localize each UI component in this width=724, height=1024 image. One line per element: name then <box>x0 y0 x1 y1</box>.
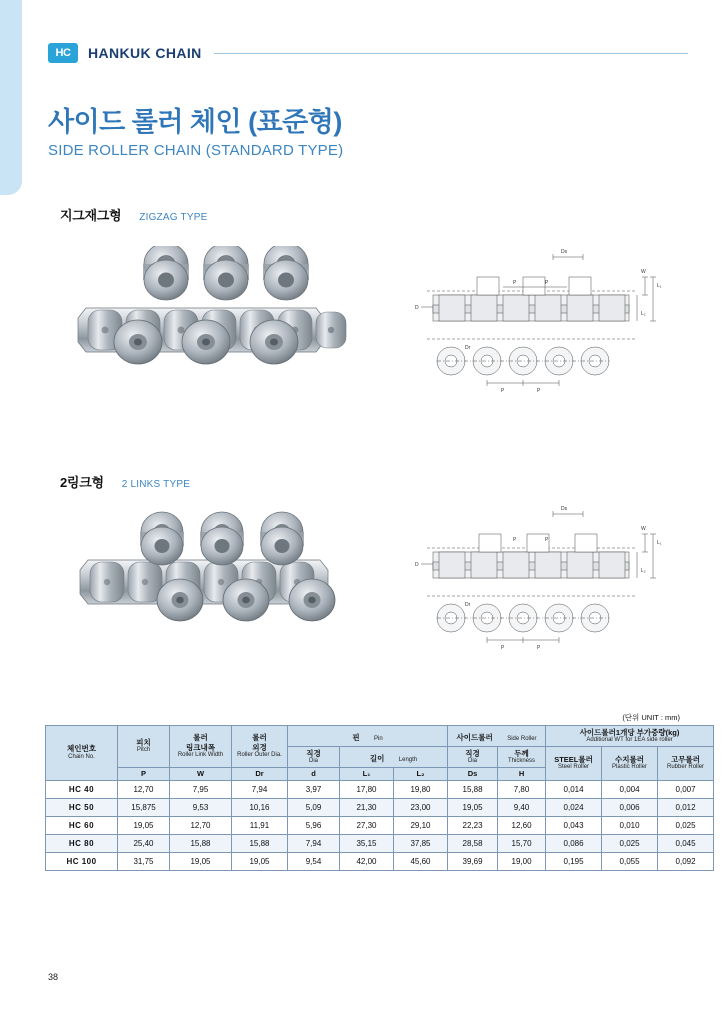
th-additional-weight-group: 사이드롤러1개당 부가중량(kg) Additional WT for 1EA side roller <box>546 726 714 747</box>
section-label-english: 2 LINKS TYPE <box>121 479 191 490</box>
table-header-row-1 <box>46 726 714 747</box>
page-title-english: SIDE ROLLER CHAIN (STANDARD TYPE) <box>48 142 344 159</box>
cell-plastic: 0,004 <box>602 780 658 798</box>
section-label-korean: 2링크형 <box>60 475 104 490</box>
table-row <box>46 780 714 798</box>
cell-steel: 0,086 <box>546 834 602 852</box>
left-accent-band <box>0 0 22 195</box>
svg-text:L₂: L₂ <box>641 311 646 317</box>
cell-h: 9,40 <box>498 798 546 816</box>
cell-chain-no: HC 40 <box>46 780 118 798</box>
table-row <box>46 834 714 852</box>
cell-h: 12,60 <box>498 816 546 834</box>
cell-chain-no: HC 50 <box>46 798 118 816</box>
cell-w: 12,70 <box>170 816 232 834</box>
cell-rubber: 0,045 <box>658 834 714 852</box>
th-sym-l1: L₁ <box>340 768 394 781</box>
cell-steel: 0,043 <box>546 816 602 834</box>
svg-text:L₁: L₁ <box>657 283 662 289</box>
svg-text:L₁: L₁ <box>657 540 662 546</box>
svg-text:P: P <box>537 388 541 394</box>
th-chain-no: 체인번호 Chain No. <box>46 726 118 781</box>
cell-h: 19,00 <box>498 852 546 870</box>
cell-plastic: 0,010 <box>602 816 658 834</box>
svg-text:L₂: L₂ <box>641 568 646 574</box>
cell-d: 5,09 <box>288 798 340 816</box>
table-row <box>46 816 714 834</box>
svg-text:D: D <box>415 562 419 568</box>
svg-text:P: P <box>537 645 541 651</box>
cell-l2: 37,85 <box>394 834 448 852</box>
th-pin-dia: 직경 Dia <box>288 747 340 768</box>
th-sym-l2: L₂ <box>394 768 448 781</box>
svg-text:P: P <box>513 280 517 286</box>
cell-rubber: 0,025 <box>658 816 714 834</box>
cell-dr: 10,16 <box>232 798 288 816</box>
cell-w: 9,53 <box>170 798 232 816</box>
th-sym-ds: Ds <box>448 768 498 781</box>
svg-text:P: P <box>501 645 505 651</box>
cell-pitch: 25,40 <box>118 834 170 852</box>
svg-text:P: P <box>545 280 549 286</box>
cell-h: 7,80 <box>498 780 546 798</box>
cell-ds: 22,23 <box>448 816 498 834</box>
table-row <box>46 798 714 816</box>
svg-text:Dr: Dr <box>465 602 471 608</box>
th-pitch: 피치 Pitch <box>118 726 170 768</box>
th-roller-outer-dia: 롤러 외경 Roller Outer Dia. <box>232 726 288 768</box>
unit-note: (단위 UNIT : mm) <box>622 713 680 722</box>
cell-chain-no: HC 100 <box>46 852 118 870</box>
cell-w: 15,88 <box>170 834 232 852</box>
cell-l2: 45,60 <box>394 852 448 870</box>
svg-text:P: P <box>513 537 517 543</box>
cell-l2: 29,10 <box>394 816 448 834</box>
svg-text:Dr: Dr <box>465 345 471 351</box>
cell-w: 7,95 <box>170 780 232 798</box>
th-plastic-roller: 수지롤러 Plastic Roller <box>602 747 658 781</box>
th-sym-d: d <box>288 768 340 781</box>
specification-table <box>45 725 705 871</box>
th-sym-dr: Dr <box>232 768 288 781</box>
section-label-2links <box>60 472 190 491</box>
logo-text: HC <box>55 47 71 59</box>
cell-l1: 35,15 <box>340 834 394 852</box>
cell-chain-no: HC 80 <box>46 834 118 852</box>
brand-name: HANKUK CHAIN <box>88 45 202 61</box>
two-links-chain-photo <box>70 508 360 633</box>
th-side-thickness: 두께 Thickness <box>498 747 546 768</box>
cell-w: 19,05 <box>170 852 232 870</box>
hankuk-chain-logo-icon <box>48 43 78 63</box>
svg-text:W: W <box>641 269 646 275</box>
cell-h: 15,70 <box>498 834 546 852</box>
two-links-technical-drawing <box>405 500 665 660</box>
section-label-zigzag <box>60 205 207 224</box>
cell-l1: 42,00 <box>340 852 394 870</box>
th-side-roller-group: 사이드롤러 Side Roller <box>448 726 546 747</box>
page-title-korean: 사이드 롤러 체인 (표준형) <box>48 107 342 137</box>
cell-d: 9,54 <box>288 852 340 870</box>
cell-d: 5,96 <box>288 816 340 834</box>
header-divider <box>214 53 688 54</box>
section-label-english: ZIGZAG TYPE <box>139 212 208 223</box>
cell-rubber: 0,007 <box>658 780 714 798</box>
cell-steel: 0,024 <box>546 798 602 816</box>
cell-d: 3,97 <box>288 780 340 798</box>
cell-ds: 19,05 <box>448 798 498 816</box>
svg-text:Ds: Ds <box>561 249 568 255</box>
th-roller-link-width: 롤러 링크내폭 Roller Link Width <box>170 726 232 768</box>
cell-l1: 17,80 <box>340 780 394 798</box>
zigzag-chain-photo <box>66 246 366 386</box>
cell-pitch: 31,75 <box>118 852 170 870</box>
cell-ds: 15,88 <box>448 780 498 798</box>
th-pin-group: 핀 Pin <box>288 726 448 747</box>
cell-d: 7,94 <box>288 834 340 852</box>
cell-l2: 23,00 <box>394 798 448 816</box>
cell-plastic: 0,055 <box>602 852 658 870</box>
cell-dr: 7,94 <box>232 780 288 798</box>
table-row <box>46 852 714 870</box>
svg-text:Ds: Ds <box>561 506 568 512</box>
svg-text:W: W <box>641 526 646 532</box>
page-number: 38 <box>48 972 59 982</box>
cell-chain-no: HC 60 <box>46 816 118 834</box>
th-pin-length: 길이 Length <box>340 747 448 768</box>
cell-plastic: 0,025 <box>602 834 658 852</box>
cell-rubber: 0,092 <box>658 852 714 870</box>
zigzag-technical-drawing <box>405 243 665 403</box>
cell-steel: 0,014 <box>546 780 602 798</box>
cell-l1: 21,30 <box>340 798 394 816</box>
cell-ds: 39,69 <box>448 852 498 870</box>
svg-text:P: P <box>501 388 505 394</box>
cell-rubber: 0,012 <box>658 798 714 816</box>
cell-steel: 0,195 <box>546 852 602 870</box>
th-side-dia: 직경 Dia <box>448 747 498 768</box>
svg-text:D: D <box>415 305 419 311</box>
section-label-korean: 지그재그형 <box>60 208 122 223</box>
svg-text:P: P <box>545 537 549 543</box>
th-sym-h: H <box>498 768 546 781</box>
cell-pitch: 19,05 <box>118 816 170 834</box>
cell-ds: 28,58 <box>448 834 498 852</box>
cell-pitch: 12,70 <box>118 780 170 798</box>
cell-plastic: 0,006 <box>602 798 658 816</box>
cell-dr: 19,05 <box>232 852 288 870</box>
th-rubber-roller: 고무롤러 Rubber Roller <box>658 747 714 781</box>
th-sym-w: W <box>170 768 232 781</box>
th-sym-pitch: P <box>118 768 170 781</box>
cell-l1: 27,30 <box>340 816 394 834</box>
cell-l2: 19,80 <box>394 780 448 798</box>
cell-pitch: 15,875 <box>118 798 170 816</box>
cell-dr: 15,88 <box>232 834 288 852</box>
th-steel-roller: STEEL롤러 Steel Roller <box>546 747 602 781</box>
cell-dr: 11,91 <box>232 816 288 834</box>
page-header <box>48 38 688 68</box>
